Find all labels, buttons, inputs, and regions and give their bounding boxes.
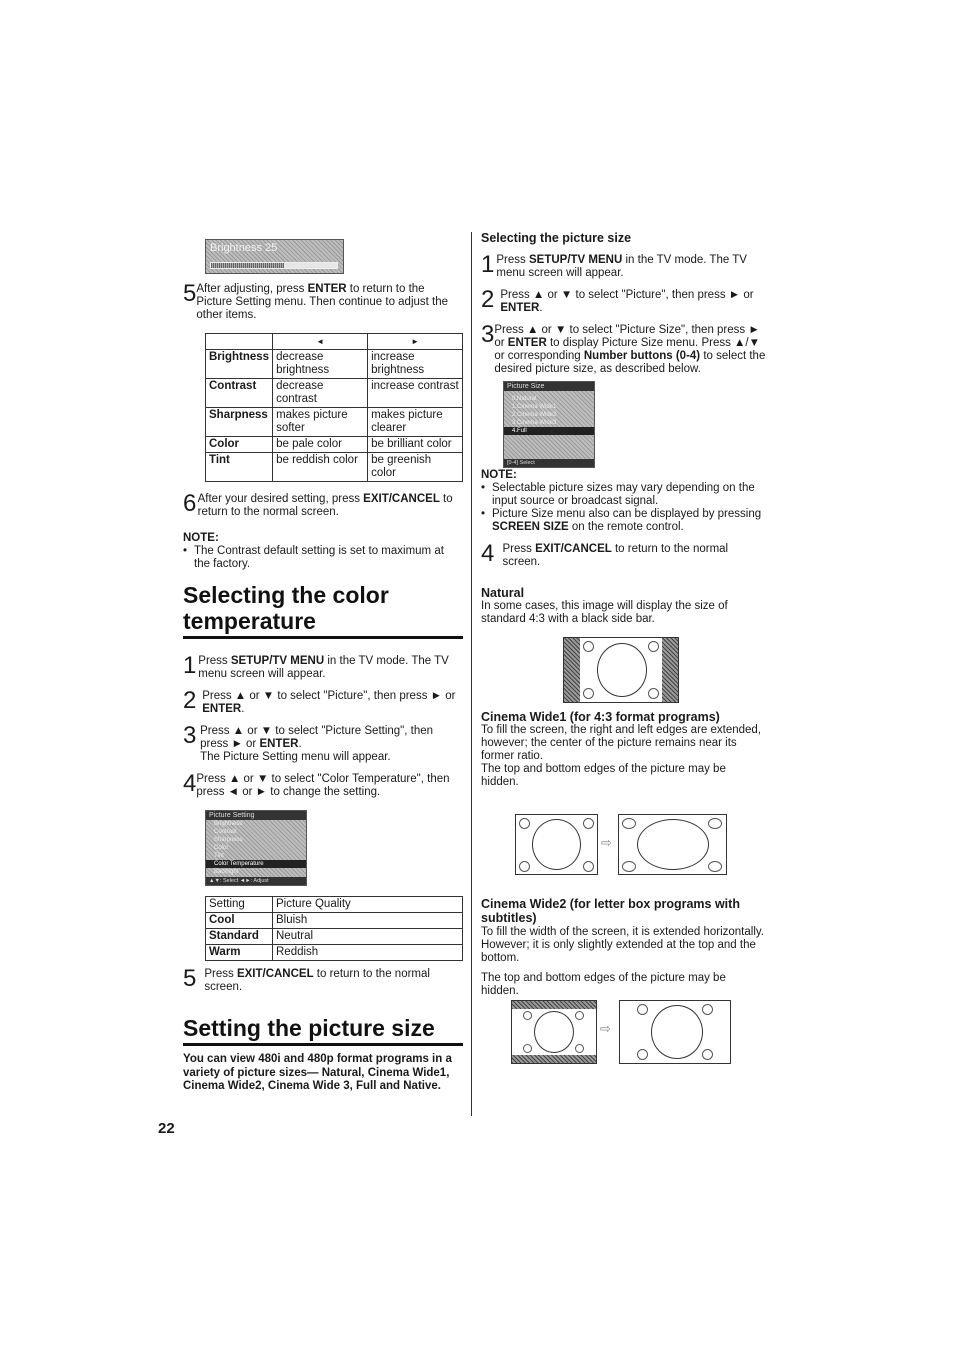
enter-key-label: ENTER bbox=[307, 283, 347, 295]
row-right: be greenish color bbox=[368, 453, 463, 482]
row-item: Contrast bbox=[209, 380, 257, 392]
letterbox-bar-top bbox=[512, 1001, 596, 1009]
cinema-wide2-text-1: To fill the width of the screen, it is extended horizontally. However; it is only slightly extended at the top and the bottom. bbox=[481, 926, 764, 964]
brightness-osd bbox=[205, 239, 344, 274]
ellipse-shape bbox=[637, 819, 709, 870]
adjust-table bbox=[205, 333, 463, 482]
step-number: 5 bbox=[183, 965, 197, 992]
step-text: Press ▲ or ▼ to select "Picture", then press ► or bbox=[500, 289, 754, 301]
corner-dot bbox=[637, 1049, 648, 1060]
step-text: Press bbox=[204, 968, 237, 980]
step-number: 2 bbox=[183, 687, 197, 714]
step-number: 6 bbox=[183, 490, 197, 517]
step-text: Press ▲ or ▼ to select "Picture", then press ► or bbox=[202, 690, 456, 702]
picture-size-osd bbox=[503, 381, 595, 468]
ct-step-2 bbox=[183, 687, 463, 716]
step-text: . bbox=[241, 703, 245, 715]
corner-dot bbox=[708, 861, 722, 872]
ct-step-3 bbox=[183, 722, 463, 764]
ps-step-4 bbox=[481, 540, 763, 569]
step-6-exit bbox=[183, 490, 463, 519]
side-bar-right bbox=[662, 638, 678, 702]
table-row bbox=[206, 913, 463, 929]
osd-item: Sharpness bbox=[214, 837, 243, 843]
step-number: 5 bbox=[183, 280, 197, 307]
color-temperature-heading: Selecting the color temperature bbox=[183, 582, 389, 634]
letterbox-bar-bottom bbox=[512, 1055, 596, 1063]
table-row bbox=[206, 945, 463, 961]
osd-item-selected: Color Temperature bbox=[206, 860, 306, 868]
osd-item: Tint bbox=[214, 853, 224, 859]
corner-dot bbox=[702, 1049, 713, 1060]
arrow-icon: ⇨ bbox=[601, 835, 612, 850]
step-text: to return to the normal screen. bbox=[502, 543, 729, 568]
circle-shape bbox=[651, 1005, 703, 1059]
corner-dot bbox=[637, 1004, 648, 1015]
row-item: Color bbox=[209, 438, 240, 450]
cinema-wide2-after bbox=[619, 1000, 731, 1064]
row-right: increase contrast bbox=[368, 379, 463, 408]
corner-dot bbox=[622, 818, 636, 829]
note-item: Picture Size menu also can be displayed by pressing bbox=[492, 508, 762, 520]
step-text: Press ▲ or ▼ to select "Picture Setting", then press ► or bbox=[200, 725, 434, 750]
step-number: 3 bbox=[481, 321, 495, 348]
enter-key-label: ENTER bbox=[507, 337, 547, 349]
picture-setting-osd bbox=[205, 810, 307, 886]
ps-step-1 bbox=[481, 251, 763, 280]
step-text: After your desired setting, press bbox=[197, 493, 364, 505]
step-number: 2 bbox=[481, 286, 495, 313]
heading-rule bbox=[183, 1043, 463, 1046]
osd-item: 0.Natural bbox=[512, 396, 537, 402]
setting-cell: Cool bbox=[209, 914, 235, 926]
note-title: NOTE: bbox=[183, 532, 219, 544]
osd-item: 2.Cinema Wide2 bbox=[512, 412, 557, 418]
screen-size-key-label: SCREEN SIZE bbox=[492, 521, 569, 533]
header-cell: Picture Quality bbox=[273, 897, 463, 913]
corner-dot bbox=[583, 688, 594, 699]
cinema-wide2-text bbox=[481, 926, 766, 998]
step-text: to select the desired picture size, as described below. bbox=[494, 350, 766, 375]
setup-key-label: SETUP/TV MENU bbox=[528, 254, 623, 266]
row-left: makes picture softer bbox=[273, 408, 368, 437]
osd-item: Backlight bbox=[214, 869, 239, 875]
corner-dot bbox=[519, 818, 530, 829]
note-item: The Contrast default setting is set to maximum at the factory. bbox=[194, 545, 444, 570]
osd-item: 1.Cinema Wide1 bbox=[512, 404, 557, 410]
corner-dot bbox=[523, 1011, 532, 1020]
step-text: Press bbox=[496, 254, 529, 266]
step-5-adjust bbox=[183, 280, 463, 322]
table-row bbox=[206, 379, 463, 408]
row-item: Sharpness bbox=[209, 409, 268, 421]
enter-key-label: ENTER bbox=[500, 302, 540, 314]
step-text: The Picture Setting menu will appear. bbox=[200, 751, 391, 763]
row-item: Tint bbox=[209, 454, 230, 466]
picture-size-intro: You can view 480i and 480p format programs in a variety of picture sizes— Natural, Cinema Wide1, Cinema Wide2, Cinema Wide 3, Full and Native. bbox=[183, 1053, 452, 1092]
note: NOTE: • The Contrast default setting is set to maximum at the factory. bbox=[183, 532, 463, 571]
corner-dot bbox=[575, 1044, 584, 1053]
row-left: be reddish color bbox=[273, 453, 368, 482]
step-number: 1 bbox=[183, 652, 197, 679]
picture-size-heading: Setting the picture size bbox=[183, 1015, 435, 1041]
cinema-wide1-text-2: however; the center of the picture remains near its former ratio. bbox=[481, 737, 737, 762]
left-arrow-header: ◄ bbox=[273, 334, 368, 350]
osd-footer: ▲▼: Select ◄►: Adjust bbox=[206, 877, 306, 885]
selecting-picture-size-heading: Selecting the picture size bbox=[481, 231, 632, 245]
row-left: decrease contrast bbox=[273, 379, 368, 408]
circle-shape bbox=[597, 643, 647, 697]
step-text: in the TV mode. The TV menu screen will appear. bbox=[198, 655, 449, 680]
corner-dot bbox=[708, 818, 722, 829]
cinema-wide1-heading: Cinema Wide1 (for 4:3 format programs) bbox=[481, 710, 720, 724]
ct-step-5 bbox=[183, 965, 463, 994]
cinema-wide1-text-1: To fill the screen, the right and left edges are extended, bbox=[481, 724, 762, 736]
arrow-icon: ⇨ bbox=[600, 1021, 611, 1036]
quality-cell: Neutral bbox=[273, 929, 463, 945]
brightness-osd-label: Brightness 25 bbox=[210, 242, 278, 254]
note-title: NOTE: bbox=[481, 469, 517, 481]
corner-dot bbox=[583, 818, 594, 829]
setting-cell: Warm bbox=[209, 946, 241, 958]
side-bar-left bbox=[564, 638, 580, 702]
osd-footer: [0-4] Select bbox=[504, 459, 594, 467]
ct-step-1 bbox=[183, 652, 463, 681]
step-text: Press bbox=[198, 655, 231, 667]
osd-item: Color bbox=[214, 845, 229, 851]
step-text: in the TV mode. The TV menu screen will appear. bbox=[496, 254, 747, 279]
column-divider bbox=[471, 232, 472, 1116]
step-text: . bbox=[539, 302, 543, 314]
row-right: increase brightness bbox=[368, 350, 463, 379]
corner-dot bbox=[575, 1011, 584, 1020]
natural-heading: Natural bbox=[481, 586, 525, 600]
corner-dot bbox=[583, 641, 594, 652]
step-text: After adjusting, press bbox=[196, 283, 308, 295]
ct-step-4 bbox=[183, 770, 463, 799]
note-item: on the remote control. bbox=[568, 521, 684, 533]
brightness-slider bbox=[210, 262, 338, 269]
exit-key-label: EXIT/CANCEL bbox=[363, 493, 440, 505]
corner-dot bbox=[519, 861, 530, 872]
step-number: 4 bbox=[481, 540, 495, 567]
osd-title: Picture Size bbox=[504, 382, 594, 391]
step-text: to display Picture Size menu. Press ▲/▼ or corresponding bbox=[494, 337, 760, 362]
row-right: makes picture clearer bbox=[368, 408, 463, 437]
step-text: to return to the normal screen. bbox=[197, 493, 453, 518]
cinema-wide2-before bbox=[511, 1000, 597, 1064]
table-row bbox=[206, 437, 463, 453]
corner-dot bbox=[648, 641, 659, 652]
step-text: to return to the normal screen. bbox=[204, 968, 430, 993]
step-number: 4 bbox=[183, 770, 197, 797]
step-text: . bbox=[298, 738, 302, 750]
step-text: to return to the Picture Setting menu. Then continue to adjust the other items. bbox=[196, 283, 449, 321]
osd-item: 3.Cinema Wide3 bbox=[512, 420, 557, 426]
natural-text: In some cases, this image will display the size of standard 4:3 with a black side bar. bbox=[481, 600, 728, 625]
step-text: Press bbox=[502, 543, 536, 555]
step-text: Press ▲ or ▼ to select "Picture Size", then press ► or bbox=[494, 324, 760, 349]
corner-dot bbox=[648, 688, 659, 699]
cinema-wide1-text bbox=[481, 724, 763, 789]
table-row bbox=[206, 453, 463, 482]
enter-key-label: ENTER bbox=[202, 703, 242, 715]
color-temperature-table bbox=[205, 896, 463, 961]
osd-item-selected: 4.Full bbox=[504, 427, 594, 435]
ps-step-2 bbox=[481, 286, 763, 315]
cinema-wide1-after bbox=[618, 814, 727, 875]
natural-illustration bbox=[563, 637, 679, 703]
right-arrow-header: ► bbox=[368, 334, 463, 350]
enter-key-label: ENTER bbox=[259, 738, 299, 750]
step-number: 1 bbox=[481, 251, 495, 278]
cinema-wide1-text-3: The top and bottom edges of the picture may be hidden. bbox=[481, 763, 726, 788]
corner-dot bbox=[622, 861, 636, 872]
row-left: be pale color bbox=[273, 437, 368, 453]
quality-cell: Reddish bbox=[273, 945, 463, 961]
cinema-wide2-heading: Cinema Wide2 (for letter box programs with subtitles) bbox=[481, 897, 740, 925]
header-cell: Setting bbox=[206, 897, 273, 913]
corner-dot bbox=[583, 861, 594, 872]
table-row bbox=[206, 408, 463, 437]
note-item: Selectable picture sizes may vary depending on the input source or broadcast signal. bbox=[492, 482, 755, 507]
cinema-wide1-before bbox=[515, 814, 598, 875]
exit-key-label: EXIT/CANCEL bbox=[236, 968, 314, 980]
osd-title: Picture Setting bbox=[206, 811, 306, 820]
corner-dot bbox=[702, 1004, 713, 1015]
picture-size-note: NOTE: • Selectable picture sizes may vary depending on the input source or broadcast signal. • Picture Size menu also can be displayed by pressing SCREEN SIZE on the remote control. bbox=[481, 469, 762, 533]
osd-item: Contrast bbox=[214, 829, 237, 835]
circle-shape bbox=[532, 819, 581, 870]
ellipse-shape bbox=[534, 1011, 574, 1053]
row-right: be brilliant color bbox=[368, 437, 463, 453]
row-left: decrease brightness bbox=[273, 350, 368, 379]
exit-key-label: EXIT/CANCEL bbox=[535, 543, 612, 555]
brightness-slider-fill bbox=[211, 263, 284, 268]
setting-cell: Standard bbox=[209, 930, 259, 942]
step-number: 3 bbox=[183, 722, 197, 749]
row-item: Brightness bbox=[209, 351, 270, 363]
table-row bbox=[206, 350, 463, 379]
page-number: 22 bbox=[158, 1120, 175, 1137]
ps-step-3 bbox=[481, 321, 766, 376]
cinema-wide2-text-2: The top and bottom edges of the picture may be hidden. bbox=[481, 972, 726, 997]
table-header-row bbox=[206, 897, 463, 913]
number-buttons-label: Number buttons (0-4) bbox=[583, 350, 701, 362]
step-text: Press ▲ or ▼ to select "Color Temperature", then press ◄ or ► to change the setting. bbox=[196, 773, 450, 798]
table-row bbox=[206, 929, 463, 945]
corner-dot bbox=[523, 1044, 532, 1053]
osd-item: Brightness bbox=[214, 821, 243, 827]
heading-rule bbox=[183, 636, 463, 639]
setup-key-label: SETUP/TV MENU bbox=[230, 655, 325, 667]
quality-cell: Bluish bbox=[273, 913, 463, 929]
